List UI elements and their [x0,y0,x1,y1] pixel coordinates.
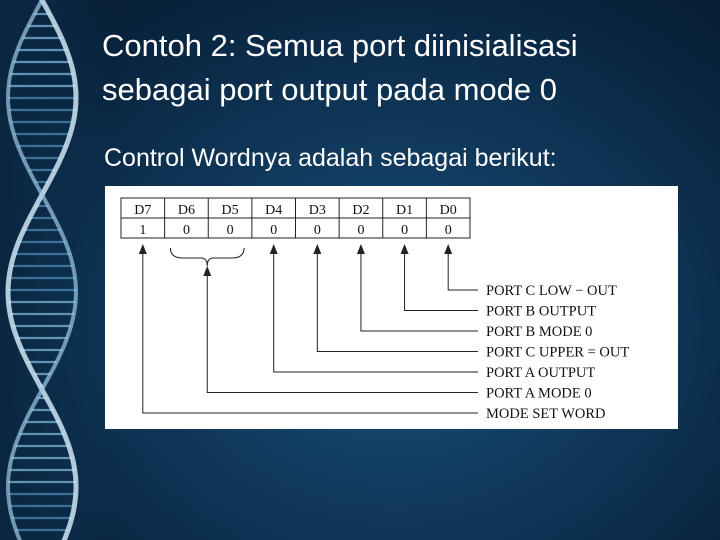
bit-header-d0: D0 [439,203,457,218]
bit-value-d4: 0 [270,223,278,238]
function-label: MODE SET WORD [486,406,606,422]
control-word-diagram-panel [105,186,678,429]
arrow-head [313,244,321,254]
connector-line [361,252,478,331]
bit-header-d5: D5 [221,203,239,218]
function-label: PORT C UPPER = OUT [486,344,630,361]
connector-lines [139,244,478,413]
connector-line [405,252,478,311]
function-labels [486,283,629,422]
bit-header-d4: D4 [265,203,283,218]
bit-value-d7: 1 [139,223,147,238]
function-label: PORT B OUTPUT [486,303,597,320]
bit-value-d2: 0 [357,223,365,238]
title-line-2: sebagai port output pada mode 0 [102,72,558,107]
connector-line [317,252,478,352]
arrow-head [203,266,211,276]
bit-value-d5: 0 [226,223,234,238]
slide-title [102,24,702,112]
bit-header-d2: D2 [352,203,370,218]
function-label: PORT B MODE 0 [486,324,593,340]
bit-header-d1: D1 [396,203,414,218]
bit-value-d1: 0 [401,223,409,238]
bit-value-d0: 0 [444,223,452,238]
title-line-1: Contoh 2: Semua port diinisialisasi [102,28,578,63]
slide-subtitle: Control Wordnya adalah sebagai berikut: [104,144,557,172]
arrow-head [139,244,147,254]
dna-helix-decoration [0,0,110,540]
connector-line [448,252,478,290]
arrow-head [357,244,365,254]
arrow-head [401,244,409,254]
control-word-diagram [105,186,678,429]
bit-header-d6: D6 [177,203,195,218]
arrow-head [444,244,452,254]
brace-d6-d5 [170,248,244,266]
connector-line [274,252,478,372]
bit-value-d6: 0 [182,223,190,238]
arrow-head [270,244,278,254]
bit-header-d7: D7 [134,203,152,218]
function-label: PORT A OUTPUT [486,365,596,381]
bit-header-d3: D3 [308,203,326,218]
bit-table [121,198,470,238]
connector-line [143,252,478,413]
function-label: PORT A MODE 0 [486,385,592,402]
function-label: PORT C LOW − OUT [486,283,617,299]
bit-value-d3: 0 [313,223,321,238]
